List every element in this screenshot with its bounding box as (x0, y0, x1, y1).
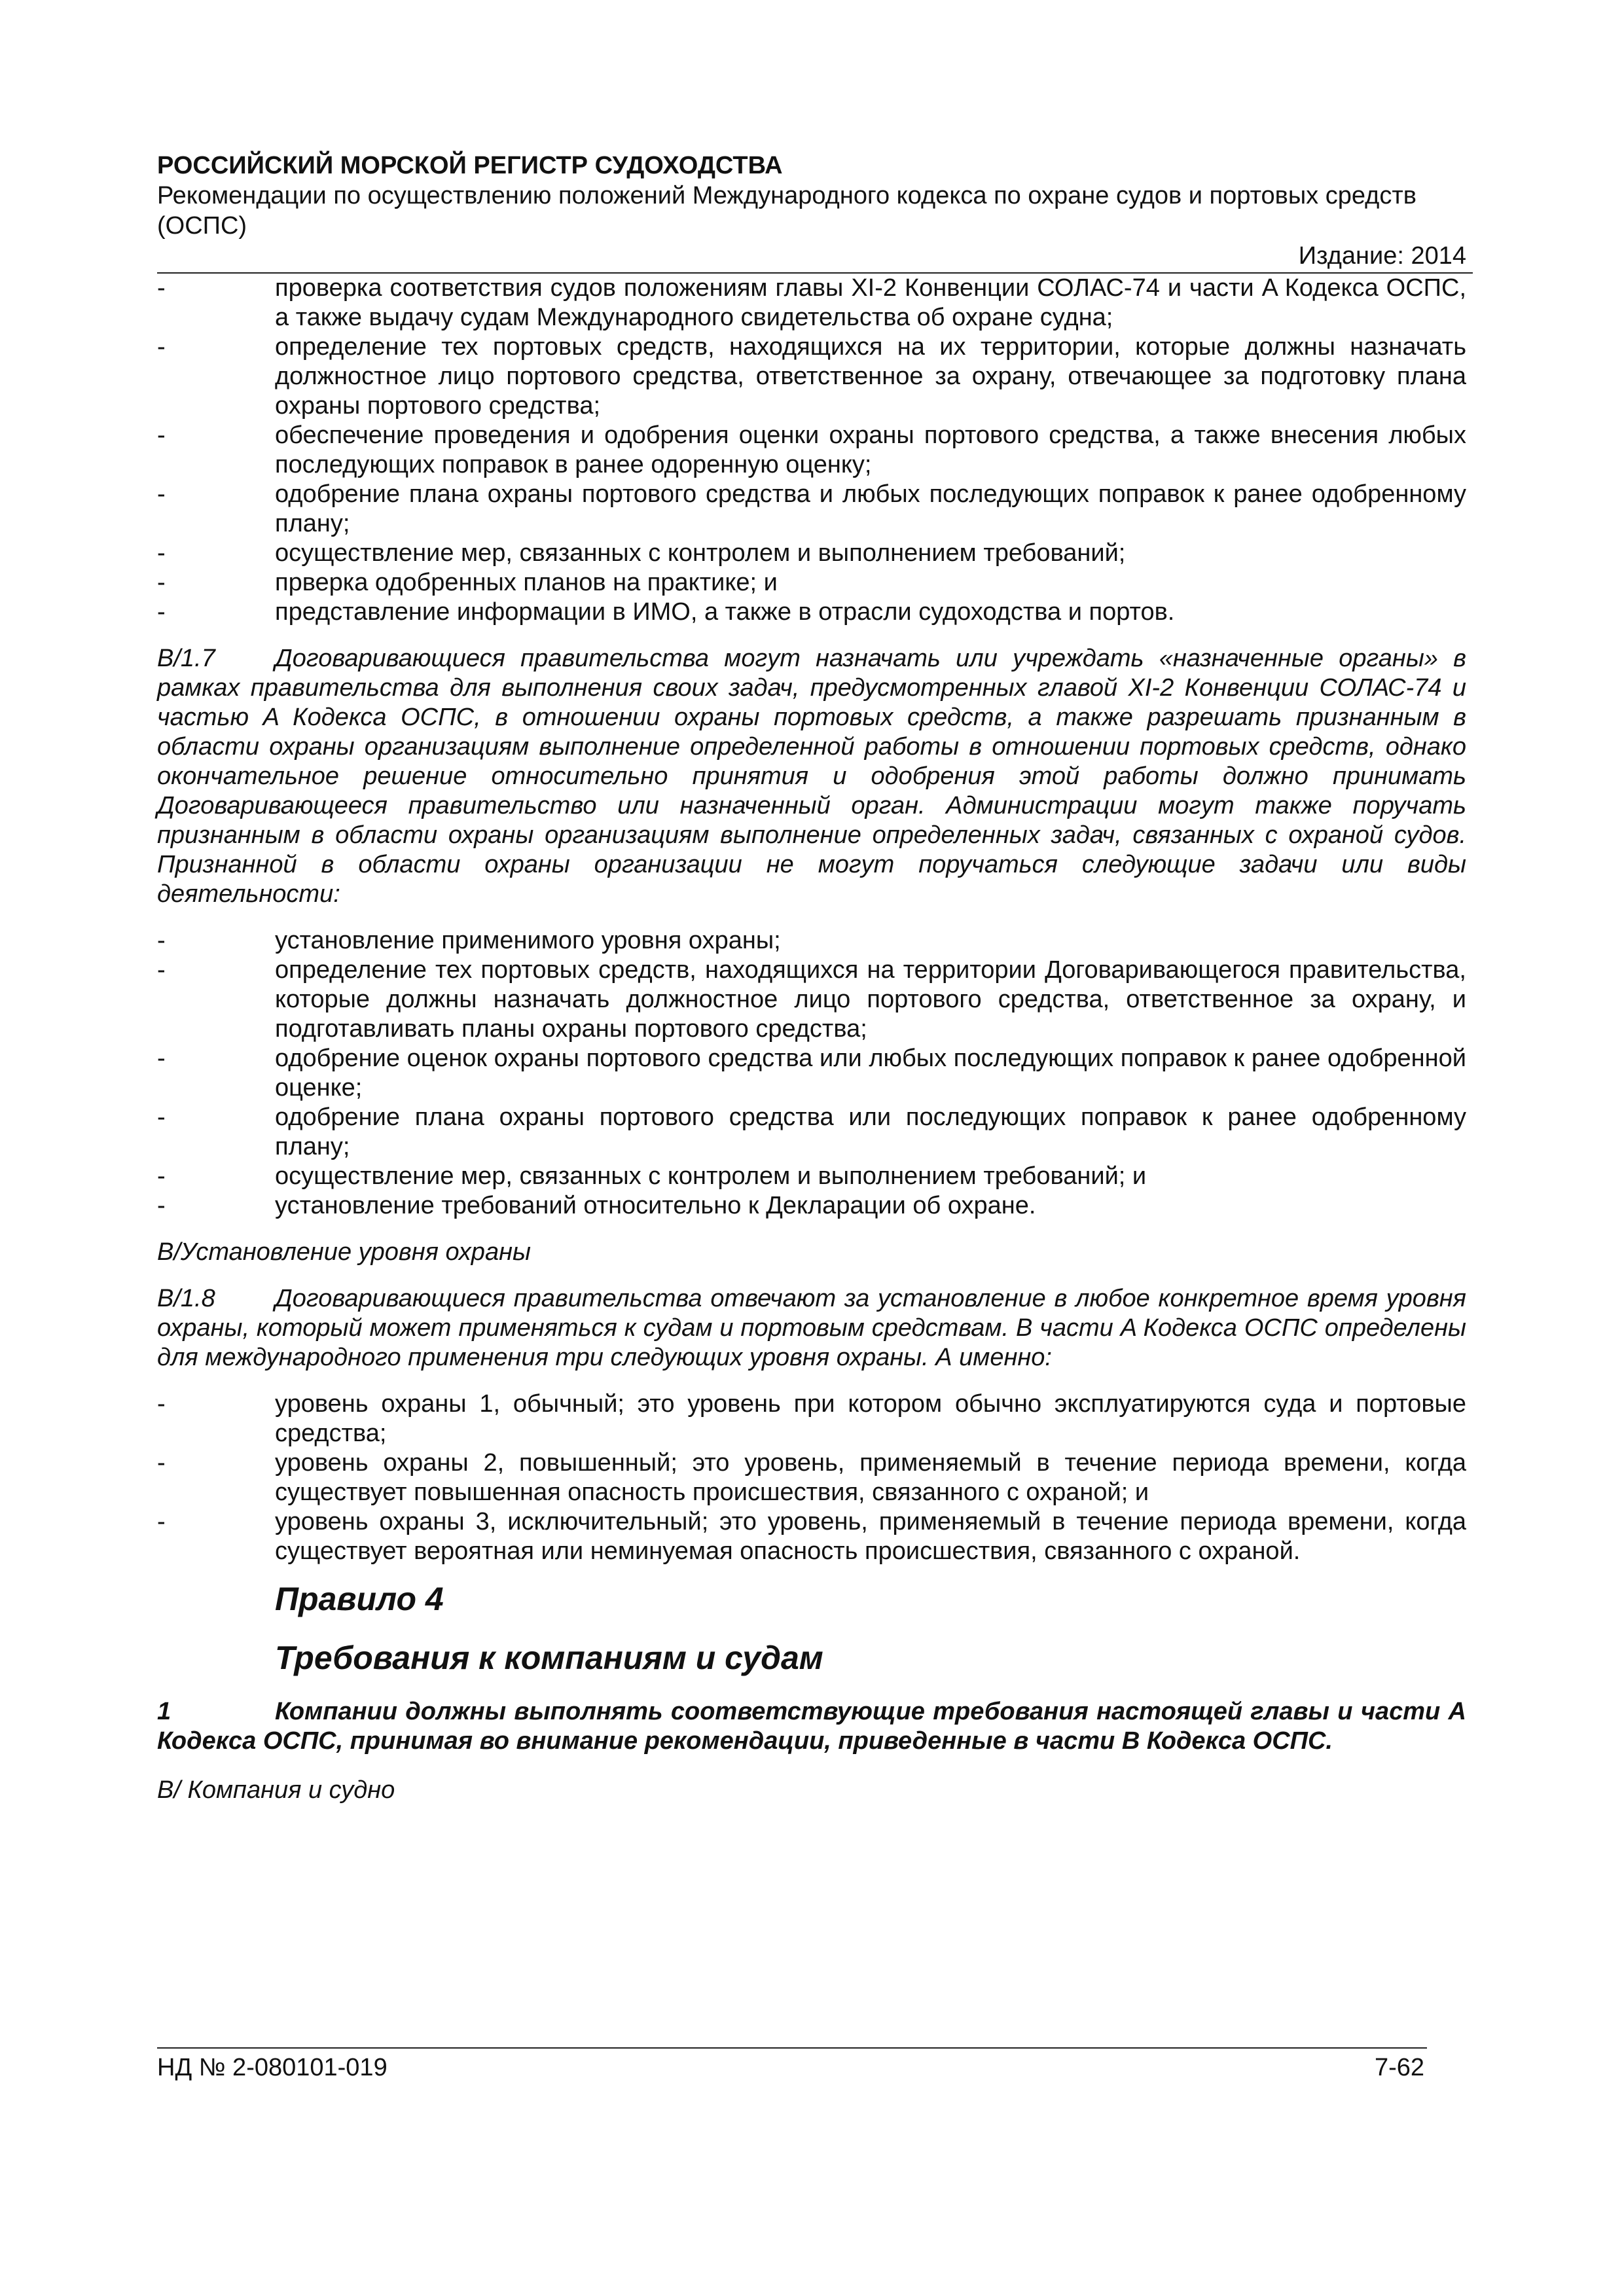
paragraph-text: Договаривающиеся правительства отвечают за установление в любое конкретное время уровня охраны, который может применяться к судам и портовым средствам. В части A Кодекса ОСПС определены для международного применения три следующих уровня охраны. А именно: (157, 1285, 1466, 1371)
list-item: - одобрение плана охраны портового средства и любых последующих поправок к ранее одобренному плану; (157, 480, 1466, 537)
org-title: РОССИЙСКИЙ МОРСКОЙ РЕГИСТР СУДОХОДСТВА (157, 152, 783, 179)
paragraph-number: B/1.7 (157, 645, 215, 672)
list-contracting-duties (157, 274, 1473, 627)
dash-marker: - (157, 1508, 166, 1535)
document-subtitle: Рекомендации по осуществлению положений Международного кодекса по охране судов и портовых средств (ОСПС) (157, 182, 1416, 240)
list-item: - определение тех портовых средств, находящихся на территории Договаривающегося правительства, которые должны назначать должностное лицо портового средства, ответственное за охрану, и подготавливать планы охраны портового средства; (157, 956, 1466, 1043)
requirement-number: 1 (157, 1698, 171, 1725)
list-item: - проверка соответствия судов положениям главы XI-2 Конвенции СОЛАС-74 и части A Кодекса ОСПС, а также выдачу судам Международного свидетельства об охране судна; (157, 274, 1466, 331)
dash-marker: - (157, 539, 166, 567)
list-item: - уровень охраны 2, повышенный; это уровень, применяемый в течение периода времени, когда существует повышенная опасность происшествия, связанного с охраной; и (157, 1449, 1466, 1506)
dash-marker: - (157, 927, 166, 954)
requirement-text: Компании должны выполнять соответствующие требования настоящей главы и части A Кодекса ОСПС, принимая во внимание рекомендации, приведенные в части B Кодекса ОСПС. (157, 1698, 1466, 1755)
list-item: - определение тех портовых средств, находящихся на их территории, которые должны назначать должностное лицо портового средства, ответственное за охрану, отвечающее за подготовку плана охраны портового средства; (157, 333, 1466, 420)
list-item: - обеспечение проведения и одобрения оценки охраны портового средства, а также внесения любых последующих поправок в ранее одоренную оценку; (157, 422, 1466, 478)
dash-marker: - (157, 1045, 166, 1072)
dash-marker: - (157, 422, 166, 449)
list-item: - представление информации в ИМО, а также в отрасли судоходства и портов. (157, 598, 1175, 626)
rule-subtitle: Требования к компаниям и судам (275, 1640, 823, 1676)
dash-marker: - (157, 598, 166, 626)
dash-marker: - (157, 1192, 166, 1219)
paragraph-number: B/1.8 (157, 1285, 215, 1312)
list-item: - уровень охраны 3, исключительный; это уровень, применяемый в течение периода времени, когда существует вероятная или неминуемая опасность происшествия, связанного с охраной. (157, 1508, 1466, 1565)
section-heading-company-ship: B/ Компания и судно (157, 1776, 395, 1804)
dash-marker: - (157, 480, 166, 508)
edition-label: Издание: 2014 (1298, 242, 1466, 270)
footer-divider (157, 2047, 1427, 2049)
requirement-1 (157, 1697, 1473, 1756)
paragraph-b1-7 (157, 644, 1473, 909)
dash-marker: - (157, 1103, 166, 1131)
dash-marker: - (157, 333, 166, 361)
document-page (157, 151, 1473, 1822)
list-item: - установление требований относительно к Декларации об охране. (157, 1192, 1036, 1219)
dash-marker: - (157, 569, 166, 596)
list-item: - установление применимого уровня охраны; (157, 927, 781, 954)
dash-marker: - (157, 1162, 166, 1190)
paragraph-b1-8 (157, 1284, 1473, 1372)
list-item: - одобрение оценок охраны портового средства или любых последующих поправок к ранее одобренной оценке; (157, 1045, 1466, 1102)
footer-doc-number: НД № 2-080101-019 (157, 2054, 388, 2081)
section-heading-security-level: B/Установление уровня охраны (157, 1238, 531, 1266)
list-item: - прверка одобренных планов на практике; и (157, 569, 778, 596)
list-item: - осуществление мер, связанных с контролем и выполнением требований; (157, 539, 1126, 567)
rule-title: Правило 4 (275, 1581, 444, 1617)
dash-marker: - (157, 1390, 166, 1418)
list-security-levels (157, 1390, 1473, 1566)
dash-marker: - (157, 956, 166, 984)
list-rso-restrictions (157, 926, 1473, 1221)
dash-marker: - (157, 274, 166, 302)
list-item: - одобрение плана охраны портового средства или последующих поправок к ранее одобренному плану; (157, 1103, 1466, 1160)
footer-page-number: 7-62 (1375, 2054, 1425, 2081)
dash-marker: - (157, 1449, 166, 1477)
list-item: - уровень охраны 1, обычный; это уровень при котором обычно эксплуатируются суда и портовые средства; (157, 1390, 1466, 1447)
paragraph-text: Договаривающиеся правительства могут назначать или учреждать «назначенные органы» в рамках правительства для выполнения своих задач, предусмотренных главой XI-2 Конвенции СОЛАС-74 и частью A Кодекса ОСПС, в отношении охраны портовых средств, а также разрешать признанным в области охраны организациям выполнение определенной работы в отношении портовых средств, однако окончательное решение относительно принятия и одобрения этой работы должно принимать Договаривающееся правительство или назначенный орган. Администрации могут также поручать признанным в области охраны организациям выполнение определенных задач, связанных с охраной судов. Признанной в области охраны организации не могут поручаться следующие задачи или виды деятельности: (157, 645, 1466, 908)
list-item: - осуществление мер, связанных с контролем и выполнением требований; и (157, 1162, 1147, 1190)
document-body (157, 274, 1473, 1805)
